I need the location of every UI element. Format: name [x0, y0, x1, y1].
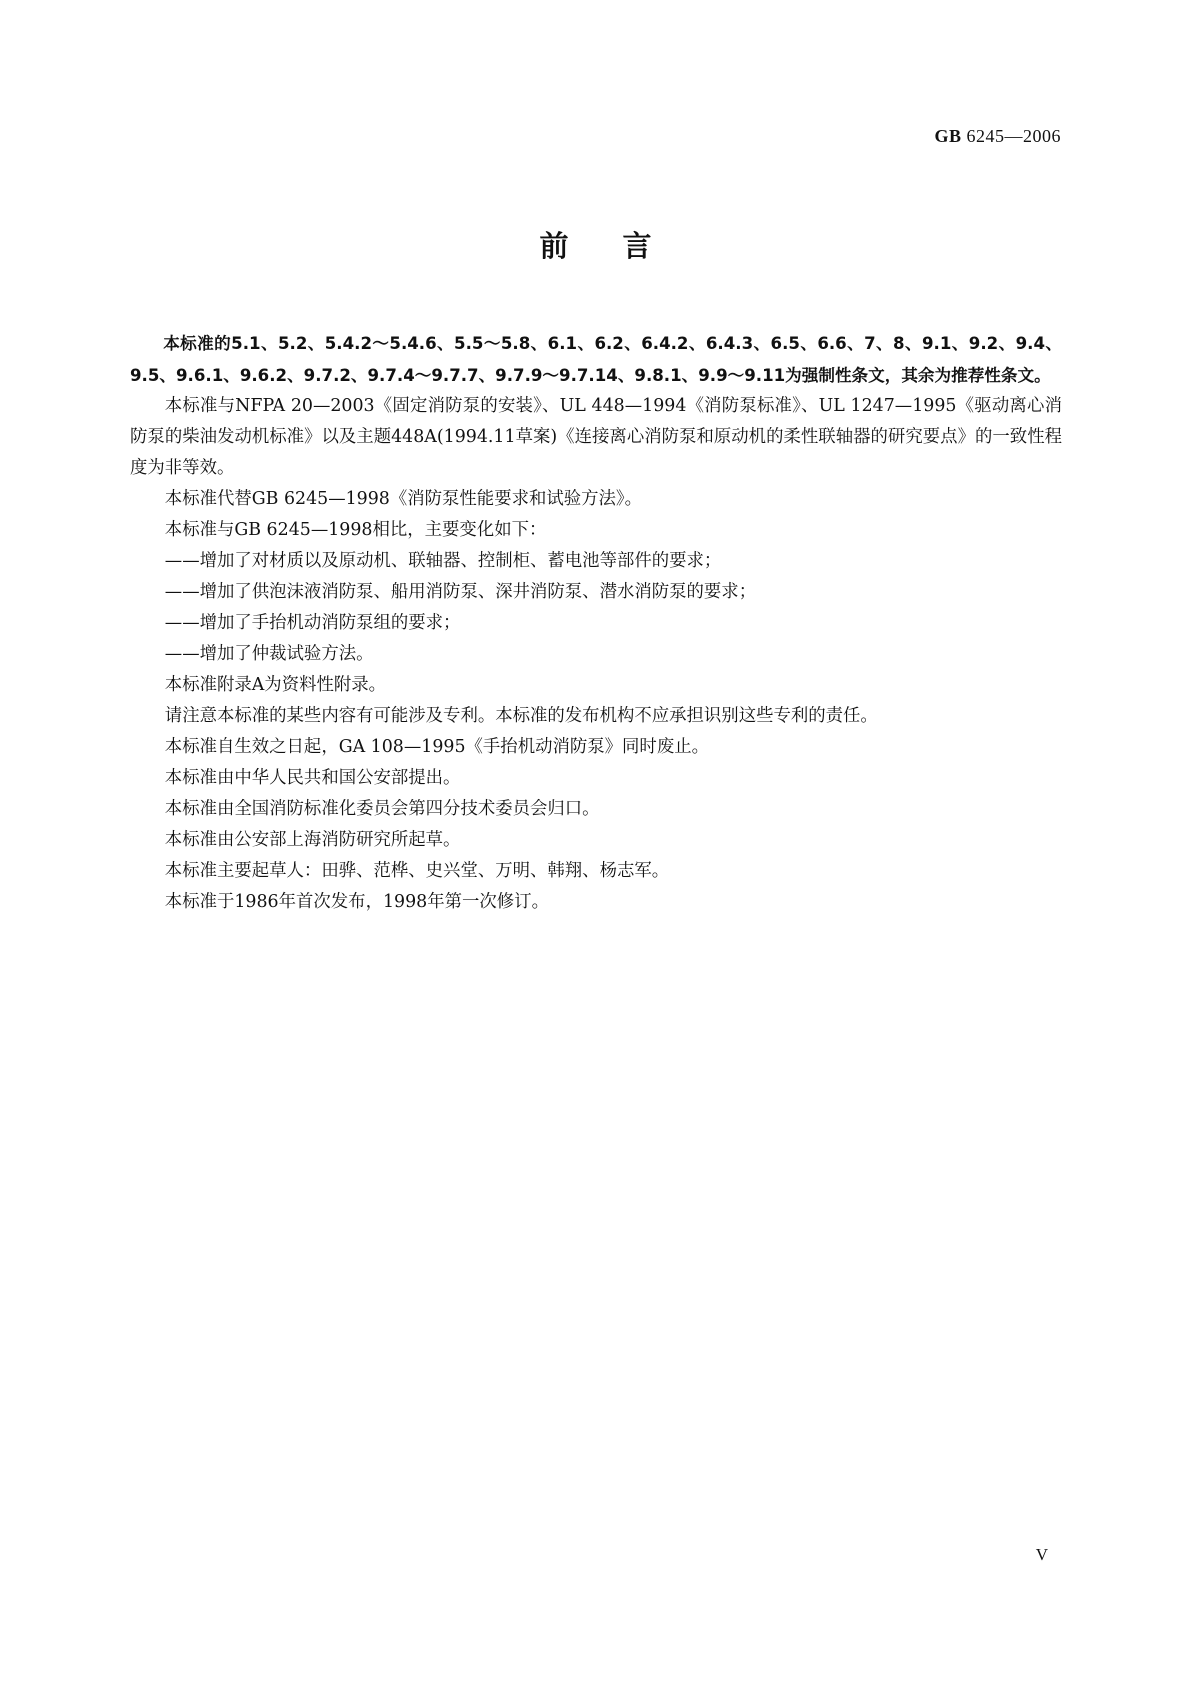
mandatory-clauses-paragraph: 本标准的5.1、5.2、5.4.2～5.4.6、5.5～5.8、6.1、6.2、6.4.2、6.4.3、6.5、6.6、7、8、9.1、9.2、9.4、9.5、9.6.1、9.6.2、9.7.2、9.7.4～9.7.7、9.7.9～9.7.14、9.8.1、9.9～9.11为强制性条文，其余为推荐性条文。	[130, 334, 1062, 385]
document-code-prefix: GB	[934, 126, 962, 146]
change-item: ——增加了对材质以及原动机、联轴器、控制柜、蓄电池等部件的要求；	[164, 551, 722, 571]
changes-intro-paragraph: 本标准与GB 6245—1998相比，主要变化如下：	[164, 520, 547, 540]
foreword-body	[130, 328, 1062, 918]
page-title: 前言	[539, 229, 706, 263]
abolish-paragraph: 本标准自生效之日起，GA 108—1995《手抬机动消防泵》同时废止。	[164, 737, 709, 757]
drafting-unit-paragraph: 本标准由公安部上海消防研究所起草。	[164, 830, 461, 850]
committee-paragraph: 本标准由全国消防标准化委员会第四分技术委员会归口。	[164, 799, 600, 819]
drafters-paragraph: 本标准主要起草人：田骅、范桦、史兴堂、万明、韩翔、杨志军。	[164, 861, 670, 881]
change-item: ——增加了手抬机动消防泵组的要求；	[164, 613, 461, 633]
proposer-paragraph: 本标准由中华人民共和国公安部提出。	[164, 768, 461, 788]
document-code	[934, 126, 1061, 147]
patent-notice-paragraph: 请注意本标准的某些内容有可能涉及专利。本标准的发布机构不应承担识别这些专利的责任。	[164, 706, 878, 726]
replaces-paragraph: 本标准代替GB 6245—1998《消防泵性能要求和试验方法》。	[164, 489, 643, 509]
document-code-number: 6245—2006	[966, 126, 1061, 146]
change-item: ——增加了供泡沫液消防泵、船用消防泵、深井消防泵、潜水消防泵的要求；	[164, 582, 757, 602]
change-item: ——增加了仲裁试验方法。	[164, 644, 374, 664]
history-paragraph: 本标准于1986年首次发布，1998年第一次修订。	[164, 892, 549, 912]
page-number: V	[1035, 1545, 1048, 1564]
annex-paragraph: 本标准附录A为资料性附录。	[164, 675, 387, 695]
consistency-paragraph: 本标准与NFPA 20—2003《固定消防泵的安装》、UL 448—1994《消防泵标准》、UL 1247—1995《驱动离心消防泵的柴油发动机标准》以及主题448A(1994.11草案)《连接离心消防泵和原动机的柔性联轴器的研究要点》的一致性程度为非等效。	[130, 396, 1062, 478]
